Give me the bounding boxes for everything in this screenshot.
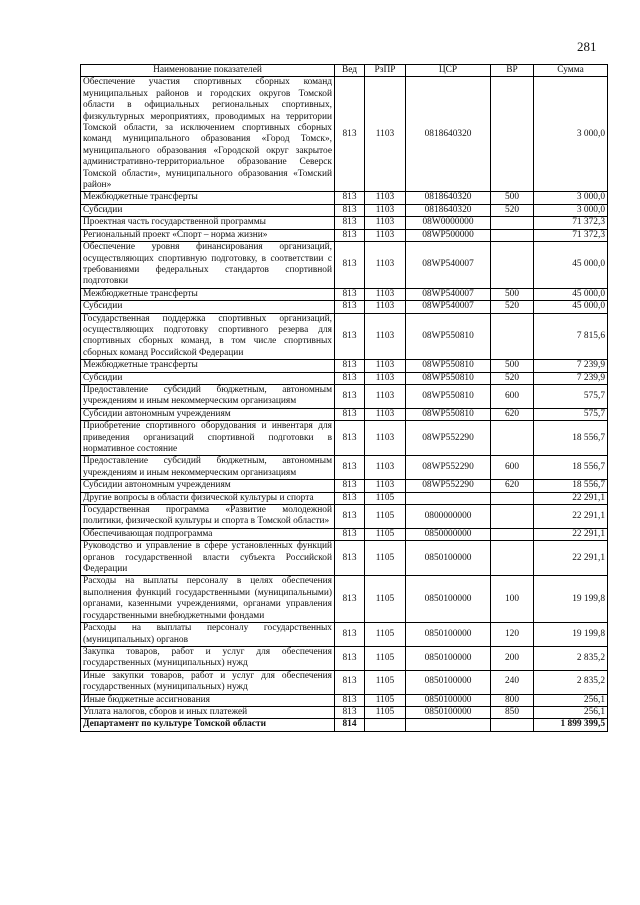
row-ved-cell: 813: [335, 623, 365, 647]
row-name-cell: Расходы на выплаты персоналу в целях обеспечения выполнения функций государственными (муниципальными) органами, казенными учреждениями, органами управления государственными внебюджетными фондами: [81, 576, 335, 623]
row-csr-cell: 0818640320: [406, 204, 491, 216]
row-rzpr-cell: 1103: [365, 421, 406, 456]
row-rzpr-cell: 1103: [365, 204, 406, 216]
row-vr-cell: 520: [491, 301, 534, 313]
row-vr-cell: [491, 242, 534, 289]
row-csr-cell: 0850000000: [406, 528, 491, 540]
row-sum-cell: 19 199,8: [534, 623, 608, 647]
row-ved-cell: 813: [335, 694, 365, 706]
row-ved-cell: 813: [335, 421, 365, 456]
table-row: [81, 670, 608, 694]
table-row: [81, 505, 608, 529]
row-vr-cell: [491, 492, 534, 504]
row-ved-cell: 813: [335, 77, 365, 192]
row-name-cell: Закупка товаров, работ и услуг для обеспечения государственных (муниципальных) нужд: [81, 646, 335, 670]
row-csr-cell: 08WP552290: [406, 480, 491, 492]
row-ved-cell: 813: [335, 576, 365, 623]
row-rzpr-cell: 1103: [365, 77, 406, 192]
row-csr-cell: 08WP550810: [406, 384, 491, 408]
header-row: [81, 65, 608, 77]
row-name-cell: Руководство и управление в сфере установленных функций органов государственной власти субъекта Российской Федерации: [81, 541, 335, 576]
row-csr-cell: 0818640320: [406, 192, 491, 204]
row-name-cell: Субсидии: [81, 204, 335, 216]
table-row: [81, 541, 608, 576]
row-csr-cell: 0818640320: [406, 77, 491, 192]
row-rzpr-cell: 1103: [365, 301, 406, 313]
row-ved-cell: 813: [335, 301, 365, 313]
row-csr-cell: 08WP550810: [406, 360, 491, 372]
row-sum-cell: 3 000,0: [534, 77, 608, 192]
row-csr-cell: 0850100000: [406, 576, 491, 623]
row-name-cell: Иные закупки товаров, работ и услуг для обеспечения государственных (муниципальных) нужд: [81, 670, 335, 694]
table-row: [81, 229, 608, 241]
row-rzpr-cell: 1103: [365, 217, 406, 229]
row-name-cell: Региональный проект «Спорт – норма жизни»: [81, 229, 335, 241]
row-vr-cell: 240: [491, 670, 534, 694]
header-ved: Вед: [335, 65, 365, 77]
row-name-cell: Обеспечение участия спортивных сборных команд муниципальных районов и городских округов Томской области в официальных региональных спортивных, физкультурных мероприятиях, проводимых на территории Томской области, за исключением спортивных сборных команд муниципального образования «Город Томск», муниципального образования «Городской округ закрытое административно-территориальное образование Северск Томской области», муниципального образования «Томский район»: [81, 77, 335, 192]
row-vr-cell: [491, 528, 534, 540]
row-rzpr-cell: 1103: [365, 384, 406, 408]
row-sum-cell: 3 000,0: [534, 204, 608, 216]
row-vr-cell: 100: [491, 576, 534, 623]
table-row: [81, 421, 608, 456]
row-vr-cell: [491, 421, 534, 456]
row-ved-cell: 813: [335, 706, 365, 718]
row-ved-cell: 813: [335, 313, 365, 360]
table-row: [81, 576, 608, 623]
row-name-cell: Иные бюджетные ассигнования: [81, 694, 335, 706]
table-row: [81, 313, 608, 360]
row-vr-cell: 520: [491, 204, 534, 216]
table-row: [81, 372, 608, 384]
table-row: [81, 623, 608, 647]
row-rzpr-cell: 1105: [365, 528, 406, 540]
table-header: [81, 65, 608, 77]
header-vr: ВР: [491, 65, 534, 77]
row-sum-cell: 575,7: [534, 408, 608, 420]
row-name-cell: Государственная программа «Развитие молодежной политики, физической культуры и спорта в Томской области»: [81, 505, 335, 529]
row-name-cell: Предоставление субсидий бюджетным, автономным учреждениям и иным некоммерческим организациям: [81, 384, 335, 408]
table-row: [81, 528, 608, 540]
row-name-cell: Предоставление субсидий бюджетным, автономным учреждениям и иным некоммерческим организациям: [81, 456, 335, 480]
table-row: [81, 719, 608, 731]
row-vr-cell: [491, 217, 534, 229]
row-name-cell: Государственная поддержка спортивных организаций, осуществляющих подготовку спортивного резерва для спортивных сборных команд, в том числе спортивных сборных команд Российской Федерации: [81, 313, 335, 360]
row-name-cell: Другие вопросы в области физической культуры и спорта: [81, 492, 335, 504]
table-row: [81, 204, 608, 216]
table-body: [81, 77, 608, 731]
row-sum-cell: 7 239,9: [534, 372, 608, 384]
row-sum-cell: 19 199,8: [534, 576, 608, 623]
table-row: [81, 646, 608, 670]
row-sum-cell: 2 835,2: [534, 646, 608, 670]
row-sum-cell: 22 291,1: [534, 505, 608, 529]
row-ved-cell: 813: [335, 541, 365, 576]
row-name-cell: Обеспечивающая подпрограмма: [81, 528, 335, 540]
row-name-cell: Субсидии автономным учреждениям: [81, 480, 335, 492]
row-name-cell: Проектная часть государственной программы: [81, 217, 335, 229]
row-rzpr-cell: 1103: [365, 229, 406, 241]
row-ved-cell: 813: [335, 372, 365, 384]
header-rzpr: РзПР: [365, 65, 406, 77]
table-row: [81, 384, 608, 408]
row-vr-cell: [491, 719, 534, 731]
row-vr-cell: 600: [491, 384, 534, 408]
row-sum-cell: 1 899 399,5: [534, 719, 608, 731]
table-row: [81, 456, 608, 480]
table-row: [81, 492, 608, 504]
row-vr-cell: [491, 541, 534, 576]
table-row: [81, 408, 608, 420]
row-ved-cell: 813: [335, 505, 365, 529]
row-vr-cell: 850: [491, 706, 534, 718]
table-row: [81, 217, 608, 229]
table-row: [81, 77, 608, 192]
row-sum-cell: 256,1: [534, 706, 608, 718]
row-csr-cell: 08WP550810: [406, 313, 491, 360]
table-row: [81, 706, 608, 718]
row-rzpr-cell: 1103: [365, 242, 406, 289]
row-ved-cell: 813: [335, 204, 365, 216]
row-sum-cell: 71 372,3: [534, 217, 608, 229]
row-rzpr-cell: 1103: [365, 192, 406, 204]
row-csr-cell: 08WP552290: [406, 456, 491, 480]
row-rzpr-cell: 1103: [365, 408, 406, 420]
table-row: [81, 360, 608, 372]
row-csr-cell: 0850100000: [406, 646, 491, 670]
row-sum-cell: 45 000,0: [534, 301, 608, 313]
row-rzpr-cell: 1103: [365, 372, 406, 384]
row-csr-cell: [406, 719, 491, 731]
row-rzpr-cell: 1105: [365, 623, 406, 647]
row-vr-cell: [491, 313, 534, 360]
row-vr-cell: [491, 505, 534, 529]
header-name: Наименование показателей: [81, 65, 335, 77]
row-csr-cell: 0850100000: [406, 541, 491, 576]
row-csr-cell: 0800000000: [406, 505, 491, 529]
row-ved-cell: 813: [335, 670, 365, 694]
row-sum-cell: 45 000,0: [534, 242, 608, 289]
row-vr-cell: 500: [491, 288, 534, 300]
row-vr-cell: [491, 229, 534, 241]
row-ved-cell: 813: [335, 242, 365, 289]
header-sum: Сумма: [534, 65, 608, 77]
row-ved-cell: 813: [335, 480, 365, 492]
row-csr-cell: 08WP550810: [406, 372, 491, 384]
row-csr-cell: 08WP540007: [406, 242, 491, 289]
table-row: [81, 480, 608, 492]
row-rzpr-cell: 1105: [365, 646, 406, 670]
row-csr-cell: 08WP550810: [406, 408, 491, 420]
row-rzpr-cell: 1103: [365, 360, 406, 372]
row-name-cell: Обеспечение уровня финансирования организаций, осуществляющих спортивную подготовку, в соответствии с требованиями федеральных стандартов спортивной подготовки: [81, 242, 335, 289]
table-row: [81, 301, 608, 313]
row-rzpr-cell: 1105: [365, 694, 406, 706]
row-name-cell: Субсидии: [81, 372, 335, 384]
row-sum-cell: 71 372,3: [534, 229, 608, 241]
row-ved-cell: 813: [335, 456, 365, 480]
row-name-cell: Департамент по культуре Томской области: [81, 719, 335, 731]
row-sum-cell: 22 291,1: [534, 492, 608, 504]
row-sum-cell: 575,7: [534, 384, 608, 408]
row-vr-cell: 120: [491, 623, 534, 647]
row-sum-cell: 45 000,0: [534, 288, 608, 300]
row-vr-cell: [491, 77, 534, 192]
row-name-cell: Субсидии: [81, 301, 335, 313]
row-ved-cell: 813: [335, 217, 365, 229]
row-ved-cell: 813: [335, 408, 365, 420]
row-rzpr-cell: [365, 719, 406, 731]
row-rzpr-cell: 1105: [365, 576, 406, 623]
row-name-cell: Расходы на выплаты персоналу государственных (муниципальных) органов: [81, 623, 335, 647]
row-rzpr-cell: 1105: [365, 670, 406, 694]
row-rzpr-cell: 1103: [365, 480, 406, 492]
row-rzpr-cell: 1105: [365, 492, 406, 504]
row-csr-cell: 08WP540007: [406, 301, 491, 313]
row-ved-cell: 813: [335, 192, 365, 204]
row-ved-cell: 813: [335, 528, 365, 540]
row-sum-cell: 7 239,9: [534, 360, 608, 372]
row-csr-cell: 0850100000: [406, 623, 491, 647]
row-rzpr-cell: 1103: [365, 456, 406, 480]
row-rzpr-cell: 1103: [365, 288, 406, 300]
row-sum-cell: 22 291,1: [534, 541, 608, 576]
row-vr-cell: 600: [491, 456, 534, 480]
row-vr-cell: 500: [491, 192, 534, 204]
row-csr-cell: 0850100000: [406, 694, 491, 706]
table-row: [81, 288, 608, 300]
row-name-cell: Приобретение спортивного оборудования и инвентаря для приведения организаций спортивной подготовки в нормативное состояние: [81, 421, 335, 456]
row-ved-cell: 813: [335, 229, 365, 241]
row-vr-cell: 520: [491, 372, 534, 384]
table-row: [81, 192, 608, 204]
row-sum-cell: 22 291,1: [534, 528, 608, 540]
row-ved-cell: 813: [335, 288, 365, 300]
row-csr-cell: [406, 492, 491, 504]
row-ved-cell: 813: [335, 384, 365, 408]
page-number: 281: [577, 39, 597, 54]
row-rzpr-cell: 1105: [365, 505, 406, 529]
header-csr: ЦСР: [406, 65, 491, 77]
row-vr-cell: 620: [491, 408, 534, 420]
row-sum-cell: 256,1: [534, 694, 608, 706]
budget-table: [80, 64, 608, 732]
row-rzpr-cell: 1105: [365, 541, 406, 576]
row-name-cell: Межбюджетные трансферты: [81, 360, 335, 372]
row-vr-cell: 200: [491, 646, 534, 670]
row-csr-cell: 08WP500000: [406, 229, 491, 241]
row-csr-cell: 08W0000000: [406, 217, 491, 229]
row-sum-cell: 3 000,0: [534, 192, 608, 204]
row-vr-cell: 800: [491, 694, 534, 706]
row-vr-cell: 500: [491, 360, 534, 372]
row-csr-cell: 0850100000: [406, 706, 491, 718]
row-csr-cell: 0850100000: [406, 670, 491, 694]
row-sum-cell: 18 556,7: [534, 480, 608, 492]
row-csr-cell: 08WP540007: [406, 288, 491, 300]
row-sum-cell: 2 835,2: [534, 670, 608, 694]
row-vr-cell: 620: [491, 480, 534, 492]
row-csr-cell: 08WP552290: [406, 421, 491, 456]
table-row: [81, 694, 608, 706]
row-ved-cell: 813: [335, 646, 365, 670]
row-ved-cell: 813: [335, 492, 365, 504]
row-rzpr-cell: 1103: [365, 313, 406, 360]
row-sum-cell: 18 556,7: [534, 421, 608, 456]
row-ved-cell: 813: [335, 360, 365, 372]
row-rzpr-cell: 1105: [365, 706, 406, 718]
row-sum-cell: 18 556,7: [534, 456, 608, 480]
row-name-cell: Межбюджетные трансферты: [81, 288, 335, 300]
row-name-cell: Межбюджетные трансферты: [81, 192, 335, 204]
row-name-cell: Субсидии автономным учреждениям: [81, 408, 335, 420]
row-ved-cell: 814: [335, 719, 365, 731]
table-row: [81, 242, 608, 289]
row-name-cell: Уплата налогов, сборов и иных платежей: [81, 706, 335, 718]
row-sum-cell: 7 815,6: [534, 313, 608, 360]
